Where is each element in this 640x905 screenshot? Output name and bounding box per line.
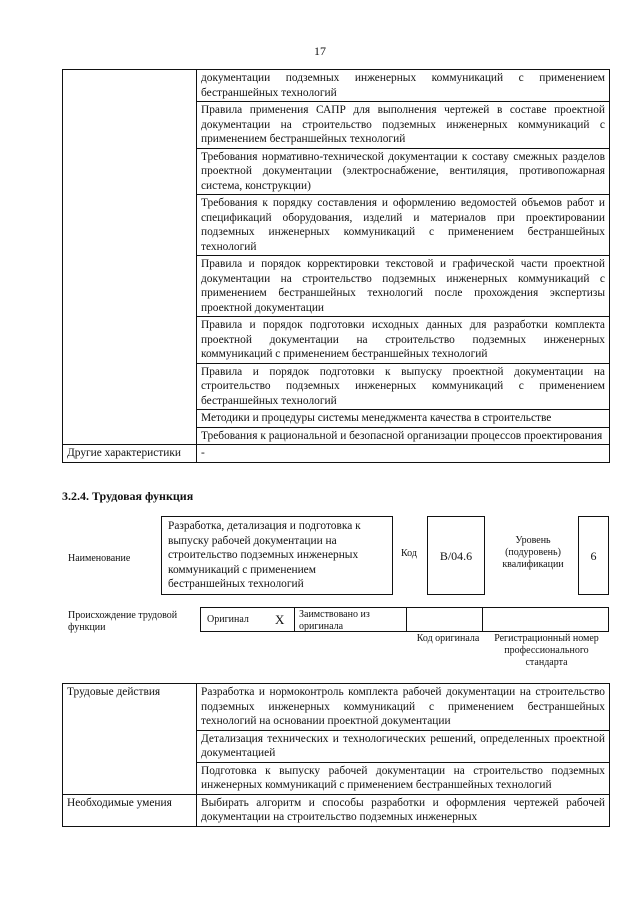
caption-code: Код оригинала [416, 633, 480, 644]
level-value: 6 [590, 549, 597, 563]
caption-reg-number: Регистрационный номер профессионального стандарта [494, 633, 599, 668]
section-heading: 3.2.4. Трудовая функция [62, 489, 194, 503]
function-name-text: Разработка, детализация и подготовка к выпуску рабочей документации на строительство подземных инженерных коммуникаций с применением бестраншейных технологий [168, 520, 361, 590]
origin-row [200, 607, 609, 632]
table-cell-text: Подготовка к выпуску рабочей документации на строительство подземных инженерных коммуникаций с применением бестраншейных технологий [197, 762, 610, 794]
divider [482, 608, 483, 631]
code-label: Код [401, 548, 417, 559]
knowledge-table [62, 69, 610, 463]
table-cell-text: Детализация технических и технологических решений, определенных проектной документацией [197, 730, 610, 762]
table-cell-text: Выбирать алгоритм и способы разработки и оформления чертежей рабочей документации на строительство подземных инженерных [197, 794, 610, 826]
table-cell-text: Требования к порядку составления и оформлению ведомостей объемов работ и спецификаций оборудования, изделий и материалов при проектировании подземных инженерных коммуникаций с применением бестраншейных технологий [197, 195, 610, 256]
page-number: 17 [314, 44, 326, 58]
level-box [578, 516, 609, 595]
table-cell-text: Правила и порядок подготовки исходных данных для разработки комплекта проектной документации на строительство подземных инженерных коммуникаций с применением бестраншейных технологий [197, 317, 610, 364]
skills-label: Необходимые умения [63, 794, 197, 826]
table-cell-text: Правила и порядок корректировки текстовой и графической части проектной документации на строительство подземных инженерных коммуникаций с применением бестраншейных технологий после прохождения экспертизы проектной документации [197, 256, 610, 317]
labor-table [62, 683, 610, 827]
code-box [427, 516, 485, 595]
table-cell-text: - [197, 445, 610, 463]
level-label: Уровень (подуровень) квалификации [502, 535, 564, 570]
table-cell-text: Правила и порядок подготовки к выпуску проектной документации на строительство подземных инженерных коммуникаций с применением бестраншейных технологий [197, 363, 610, 410]
table-cell-text: Требования к рациональной и безопасной организации процессов проектирования [197, 427, 610, 445]
table-cell-text: Правила применения САПР для выполнения чертежей в составе проектной документации на строительство подземных инженерных коммуникаций с применением бестраншейных технологий [197, 102, 610, 149]
table-cell-label: Другие характеристики [63, 445, 197, 463]
code-value: B/04.6 [439, 549, 473, 563]
function-name-box [161, 516, 393, 595]
original-mark: X [275, 612, 285, 627]
original-label: Оригинал [207, 614, 249, 625]
table-cell-text: документации подземных инженерных коммуникаций с применением бестраншейных технологий [197, 70, 610, 102]
divider [294, 608, 295, 631]
borrowed-label: Заимствовано из оригинала [299, 609, 370, 632]
table-cell-text: Разработка и нормоконтроль комплекта рабочей документации на строительство подземных инженерных коммуникаций с применением бестраншейных технологий на основании проектной документации [197, 684, 610, 731]
table-row [63, 684, 610, 731]
table-cell-text: Методики и процедуры системы менеджмента качества в строительстве [197, 410, 610, 428]
table-cell-label [63, 70, 197, 445]
name-label: Наименование [68, 553, 131, 564]
divider [406, 608, 407, 631]
origin-label: Происхождение трудовой функции [68, 610, 178, 633]
labor-actions-label: Трудовые действия [63, 684, 197, 795]
table-cell-text: Требования нормативно-технической документации к составу смежных разделов проектной документации (электроснабжение, вентиляция, противопожарная система, конструкции) [197, 148, 610, 195]
table-row [63, 794, 610, 826]
table-row [63, 445, 610, 463]
table-row [63, 70, 610, 102]
